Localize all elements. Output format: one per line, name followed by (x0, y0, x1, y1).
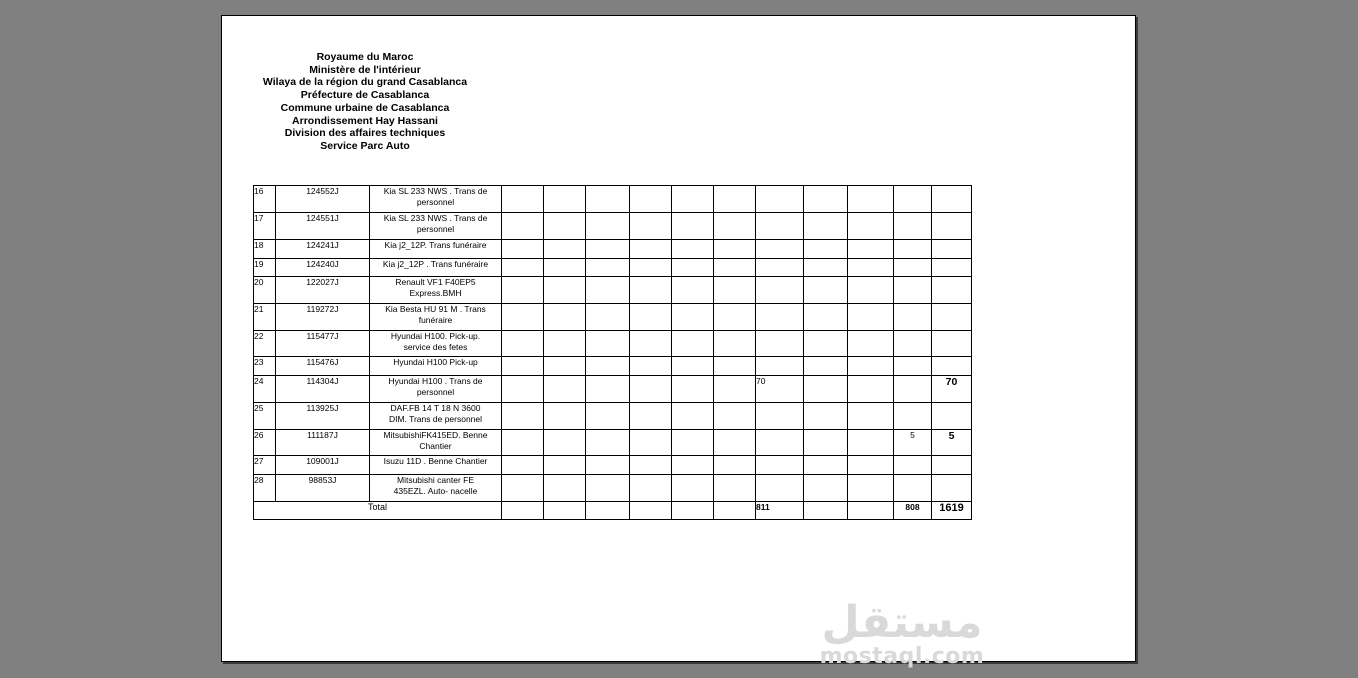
table-row (254, 304, 1090, 331)
vehicle-code: 115476J (276, 357, 370, 376)
empty-cell (848, 240, 894, 259)
row-total (932, 357, 972, 376)
empty-cell (544, 259, 586, 277)
empty-cell (848, 213, 894, 240)
row-number: 26 (254, 430, 276, 456)
vehicle-description-line: service des fetes (403, 342, 468, 352)
empty-cell (544, 430, 586, 456)
empty-cell (502, 331, 544, 357)
empty-cell (586, 331, 630, 357)
watermark-latin: mostaql.com (819, 644, 985, 669)
empty-cell (672, 304, 714, 331)
empty-cell (544, 240, 586, 259)
empty-cell (714, 186, 756, 213)
vehicle-description-line: Hyundai H100. Pick-up. (390, 331, 481, 341)
vehicle-description (370, 357, 502, 376)
empty-cell (586, 430, 630, 456)
vehicle-description-line: Mitsubishi canter FE (397, 475, 474, 485)
row-number: 28 (254, 475, 276, 502)
grand-total: 1619 (932, 502, 972, 520)
empty-cell (544, 357, 586, 376)
empty-cell (630, 240, 672, 259)
vehicle-description-line: personnel (416, 387, 455, 397)
vehicle-code: 124241J (276, 240, 370, 259)
empty-cell (672, 376, 714, 403)
value-cell-808 (894, 331, 932, 357)
value-cell-811 (756, 213, 804, 240)
vehicle-description-line: Kia SL 233 NWS . Trans de (383, 186, 488, 196)
value-cell-808 (894, 240, 932, 259)
empty-cell (672, 430, 714, 456)
empty-cell (544, 456, 586, 475)
empty-cell (630, 213, 672, 240)
row-number: 24 (254, 376, 276, 403)
row-number: 18 (254, 240, 276, 259)
vehicle-description-line: Renault VF1 F40EP5 (395, 277, 476, 287)
empty-cell (804, 240, 848, 259)
vehicle-description (370, 376, 502, 403)
empty-cell (714, 213, 756, 240)
empty-cell (544, 502, 586, 520)
value-cell-808 (894, 304, 932, 331)
empty-cell (804, 456, 848, 475)
empty-cell (630, 430, 672, 456)
empty-cell (630, 357, 672, 376)
vehicle-code: 109001J (276, 456, 370, 475)
value-cell-811 (756, 475, 804, 502)
empty-cell (630, 502, 672, 520)
empty-cell (672, 331, 714, 357)
empty-cell (714, 376, 756, 403)
empty-cell (848, 259, 894, 277)
vehicle-description-line: funéraire (418, 315, 453, 325)
empty-cell (502, 456, 544, 475)
table-row (254, 240, 1090, 259)
empty-cell (502, 304, 544, 331)
table-row (254, 376, 1090, 403)
empty-cell (544, 186, 586, 213)
row-total: 70 (932, 376, 972, 403)
empty-cell (544, 277, 586, 304)
value-cell-808 (894, 376, 932, 403)
vehicle-description-line: Kia j2_12P. Trans funéraire (384, 240, 487, 250)
value-cell-811 (756, 331, 804, 357)
vehicle-code: 98853J (276, 475, 370, 502)
header-line: Ministère de l'intérieur (309, 63, 421, 76)
row-number: 21 (254, 304, 276, 331)
value-cell-811 (756, 186, 804, 213)
table-row (254, 331, 1090, 357)
empty-cell (586, 213, 630, 240)
empty-cell (630, 403, 672, 430)
row-number: 16 (254, 186, 276, 213)
empty-cell (714, 456, 756, 475)
value-cell-811: 70 (756, 376, 804, 403)
empty-cell (672, 475, 714, 502)
value-cell-808 (894, 213, 932, 240)
empty-cell (630, 376, 672, 403)
empty-cell (804, 304, 848, 331)
value-cell-808 (894, 456, 932, 475)
row-number: 17 (254, 213, 276, 240)
value-cell-811 (756, 456, 804, 475)
value-cell-808 (894, 403, 932, 430)
empty-cell (848, 403, 894, 430)
row-number: 27 (254, 456, 276, 475)
empty-cell (544, 213, 586, 240)
empty-cell (714, 357, 756, 376)
empty-cell (630, 259, 672, 277)
empty-cell (630, 456, 672, 475)
row-total (932, 456, 972, 475)
row-number: 25 (254, 403, 276, 430)
vehicle-code: 124552J (276, 186, 370, 213)
vehicle-description-line: Express.BMH (409, 288, 462, 298)
vehicle-description-line: Kia Besta HU 91 M . Trans (385, 304, 486, 314)
vehicle-description (370, 277, 502, 304)
empty-cell (848, 186, 894, 213)
empty-cell (804, 430, 848, 456)
table-row (254, 277, 1090, 304)
document-header (256, 51, 474, 153)
header-line: Royaume du Maroc (316, 51, 414, 63)
vehicle-code: 124240J (276, 259, 370, 277)
empty-cell (672, 357, 714, 376)
empty-cell (502, 403, 544, 430)
vehicle-description (370, 475, 502, 502)
document-page (221, 15, 1136, 669)
total-811: 811 (756, 502, 804, 520)
empty-cell (714, 240, 756, 259)
vehicle-description-line: personnel (416, 197, 455, 207)
empty-cell (714, 430, 756, 456)
value-cell-808: 5 (894, 430, 932, 456)
row-total (932, 403, 972, 430)
empty-cell (804, 277, 848, 304)
value-cell-811 (756, 240, 804, 259)
empty-cell (544, 475, 586, 502)
empty-cell (502, 186, 544, 213)
vehicle-code: 114304J (276, 376, 370, 403)
header-line: Wilaya de la région du grand Casablanca (262, 76, 468, 89)
empty-cell (502, 376, 544, 403)
header-line: Service Parc Auto (320, 139, 410, 152)
empty-cell (586, 259, 630, 277)
empty-cell (714, 502, 756, 520)
empty-cell (848, 502, 894, 520)
empty-cell (544, 331, 586, 357)
empty-cell (714, 475, 756, 502)
value-cell-811 (756, 277, 804, 304)
vehicle-code: 124551J (276, 213, 370, 240)
empty-cell (544, 304, 586, 331)
empty-cell (848, 475, 894, 502)
empty-cell (672, 259, 714, 277)
empty-cell (714, 304, 756, 331)
empty-cell (502, 277, 544, 304)
empty-cell (586, 186, 630, 213)
table-row (254, 456, 1090, 475)
table-row (254, 186, 1090, 213)
vehicle-description (370, 259, 502, 277)
total-808: 808 (894, 502, 932, 520)
row-total (932, 475, 972, 502)
empty-cell (586, 277, 630, 304)
vehicle-description-line: DIM. Trans de personnel (388, 414, 483, 424)
vehicle-description (370, 186, 502, 213)
table-row (254, 357, 1090, 376)
row-number: 20 (254, 277, 276, 304)
row-total (932, 331, 972, 357)
vehicle-description-line: personnel (416, 224, 455, 234)
empty-cell (714, 259, 756, 277)
value-cell-811 (756, 357, 804, 376)
empty-cell (502, 475, 544, 502)
value-cell-808 (894, 186, 932, 213)
row-total (932, 240, 972, 259)
value-cell-808 (894, 259, 932, 277)
empty-cell (848, 430, 894, 456)
empty-cell (544, 376, 586, 403)
table-row (254, 430, 1090, 456)
vehicle-description-line: Hyundai H100 . Trans de (388, 376, 483, 386)
empty-cell (502, 259, 544, 277)
empty-cell (804, 502, 848, 520)
empty-cell (586, 357, 630, 376)
row-total (932, 213, 972, 240)
watermark (817, 597, 987, 669)
vehicle-description-line: Kia j2_12P . Trans funéraire (382, 259, 489, 269)
table-row (254, 213, 1090, 240)
row-number: 23 (254, 357, 276, 376)
vehicle-description-line: Chantier (419, 441, 452, 451)
vehicle-description-line: 435EZL. Auto- nacelle (393, 486, 478, 496)
empty-cell (672, 277, 714, 304)
value-cell-811 (756, 304, 804, 331)
empty-cell (630, 277, 672, 304)
row-total (932, 304, 972, 331)
empty-cell (804, 376, 848, 403)
empty-cell (586, 475, 630, 502)
empty-cell (804, 403, 848, 430)
empty-cell (848, 376, 894, 403)
vehicle-description (370, 331, 502, 357)
empty-cell (672, 403, 714, 430)
empty-cell (672, 502, 714, 520)
vehicle-description (370, 304, 502, 331)
row-number: 22 (254, 331, 276, 357)
empty-cell (848, 456, 894, 475)
empty-cell (586, 403, 630, 430)
empty-cell (672, 186, 714, 213)
empty-cell (848, 357, 894, 376)
row-total (932, 277, 972, 304)
empty-cell (544, 403, 586, 430)
empty-cell (804, 357, 848, 376)
empty-cell (804, 331, 848, 357)
empty-cell (502, 240, 544, 259)
vehicle-description (370, 403, 502, 430)
empty-cell (502, 213, 544, 240)
vehicle-description (370, 213, 502, 240)
table-row (254, 475, 1090, 502)
vehicle-description (370, 430, 502, 456)
empty-cell (630, 331, 672, 357)
empty-cell (502, 502, 544, 520)
value-cell-808 (894, 277, 932, 304)
empty-cell (586, 376, 630, 403)
header-line: Division des affaires techniques (284, 127, 446, 140)
header-line: Commune urbaine de Casablanca (280, 101, 450, 114)
header-line: Arrondissement Hay Hassani (292, 114, 438, 127)
empty-cell (714, 331, 756, 357)
empty-cell (630, 475, 672, 502)
vehicle-description-line: Hyundai H100 Pick-up (393, 357, 478, 367)
vehicle-description (370, 240, 502, 259)
empty-cell (502, 357, 544, 376)
vehicle-description-line: Kia SL 233 NWS . Trans de (383, 213, 488, 223)
empty-cell (586, 502, 630, 520)
empty-cell (586, 456, 630, 475)
empty-cell (804, 259, 848, 277)
value-cell-808 (894, 357, 932, 376)
value-cell-811 (756, 259, 804, 277)
vehicle-table (253, 185, 1090, 520)
vehicle-description-line: MitsubishiFK415ED. Benne (383, 430, 488, 440)
total-row (254, 502, 1090, 520)
empty-cell (630, 304, 672, 331)
row-total (932, 186, 972, 213)
empty-cell (630, 186, 672, 213)
vehicle-description (370, 456, 502, 475)
vehicle-code: 122027J (276, 277, 370, 304)
watermark-arabic: مستقل (821, 597, 983, 648)
vehicle-code: 113925J (276, 403, 370, 430)
empty-cell (804, 186, 848, 213)
table-row (254, 259, 1090, 277)
value-cell-808 (894, 475, 932, 502)
value-cell-811 (756, 403, 804, 430)
row-total (932, 259, 972, 277)
empty-cell (848, 304, 894, 331)
empty-cell (804, 213, 848, 240)
empty-cell (672, 213, 714, 240)
vehicle-description-line: Isuzu 11D . Benne Chantier (383, 456, 488, 466)
vehicle-description-line: DAF.FB 14 T 18 N 3600 (390, 403, 481, 413)
empty-cell (848, 277, 894, 304)
table-row (254, 403, 1090, 430)
header-line: Préfecture de Casablanca (300, 89, 430, 102)
total-label: Total (254, 502, 502, 520)
empty-cell (586, 304, 630, 331)
vehicle-code: 119272J (276, 304, 370, 331)
vehicle-code: 111187J (276, 430, 370, 456)
row-number: 19 (254, 259, 276, 277)
vehicle-code: 115477J (276, 331, 370, 357)
value-cell-811 (756, 430, 804, 456)
empty-cell (804, 475, 848, 502)
empty-cell (672, 456, 714, 475)
empty-cell (714, 403, 756, 430)
empty-cell (502, 430, 544, 456)
empty-cell (586, 240, 630, 259)
empty-cell (672, 240, 714, 259)
empty-cell (714, 277, 756, 304)
row-total: 5 (932, 430, 972, 456)
empty-cell (848, 331, 894, 357)
